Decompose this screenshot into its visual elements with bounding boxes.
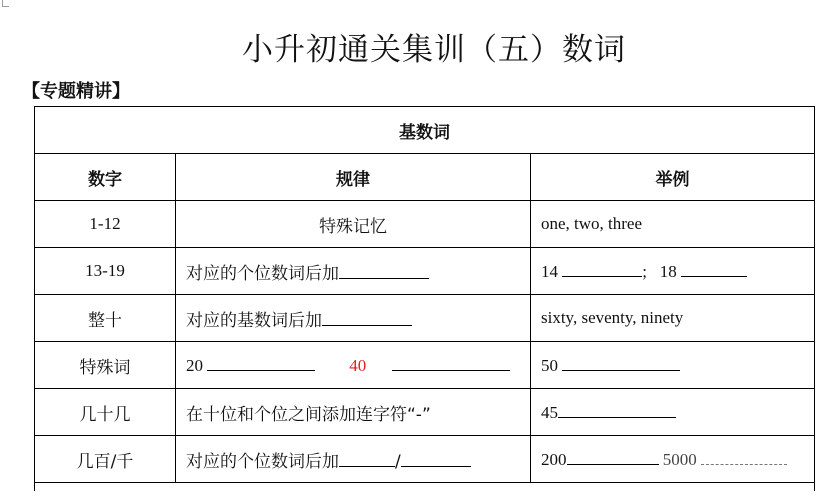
cell-example: sixty, seventy, ninety — [531, 295, 815, 342]
example-value: 45 — [541, 403, 558, 422]
cell-rule: 特殊记忆 — [176, 201, 531, 248]
cell-example — [531, 342, 815, 389]
rule-value-a: 20 — [186, 356, 203, 375]
cell-number: 几十几 — [35, 389, 176, 436]
fill-blank[interactable] — [562, 260, 642, 277]
cell-example — [531, 248, 815, 295]
rule-value-red: 40 — [349, 356, 367, 375]
example-value: 50 — [541, 356, 558, 375]
fill-blank[interactable] — [562, 354, 680, 371]
example-a: 200 — [541, 450, 567, 469]
cell-number: 几百/千 — [35, 436, 176, 483]
example-sep: ; — [642, 262, 647, 281]
table-row-partial — [35, 483, 815, 492]
cell-number: 13-19 — [35, 248, 176, 295]
example-b: 18 — [659, 262, 677, 281]
fill-blank[interactable] — [681, 260, 747, 277]
page-title: 小升初通关集训（五）数词 — [242, 32, 626, 68]
header-number: 数字 — [35, 154, 176, 201]
cell-number: 整十 — [35, 295, 176, 342]
example-a: 14 — [541, 262, 558, 281]
cell-rule — [176, 342, 531, 389]
cell-rule — [176, 248, 531, 295]
cell-rule — [176, 295, 531, 342]
cell-partial — [35, 483, 815, 492]
table-row — [35, 248, 815, 295]
table-caption: 基数词 — [35, 107, 815, 154]
table-row — [35, 436, 815, 483]
fill-blank[interactable] — [322, 309, 412, 326]
cell-example — [531, 436, 815, 483]
table-row — [35, 295, 815, 342]
fill-blank[interactable] — [558, 401, 676, 418]
cell-rule: 在十位和个位之间添加连字符“-” — [176, 389, 531, 436]
rule-text: 对应的个位数词后加 — [186, 451, 339, 472]
table-row — [35, 389, 815, 436]
cell-rule — [176, 436, 531, 483]
table-header-row — [35, 154, 815, 201]
page-corner-mark — [2, 0, 9, 7]
rule-text: 对应的个位数词后加 — [186, 263, 339, 284]
example-b: 5000 — [662, 450, 697, 469]
cell-number: 1-12 — [35, 201, 176, 248]
header-example: 举例 — [531, 154, 815, 201]
fill-blank[interactable] — [401, 450, 471, 467]
rule-text: 对应的基数词后加 — [186, 310, 322, 331]
fill-blank[interactable] — [207, 354, 315, 371]
header-rule: 规律 — [176, 154, 531, 201]
table-row — [35, 201, 815, 248]
rule-sep: / — [395, 451, 401, 472]
cell-number: 特殊词 — [35, 342, 176, 389]
fill-blank[interactable] — [339, 450, 395, 467]
fill-blank[interactable] — [339, 262, 429, 279]
fill-blank[interactable] — [567, 448, 659, 465]
cardinal-number-table — [34, 106, 815, 491]
table-caption-row — [35, 107, 815, 154]
fill-blank[interactable] — [701, 448, 787, 465]
section-heading: 【专题精讲】 — [22, 81, 130, 102]
fill-blank[interactable] — [392, 354, 510, 371]
cell-example — [531, 389, 815, 436]
table-row — [35, 342, 815, 389]
cell-example: one, two, three — [531, 201, 815, 248]
